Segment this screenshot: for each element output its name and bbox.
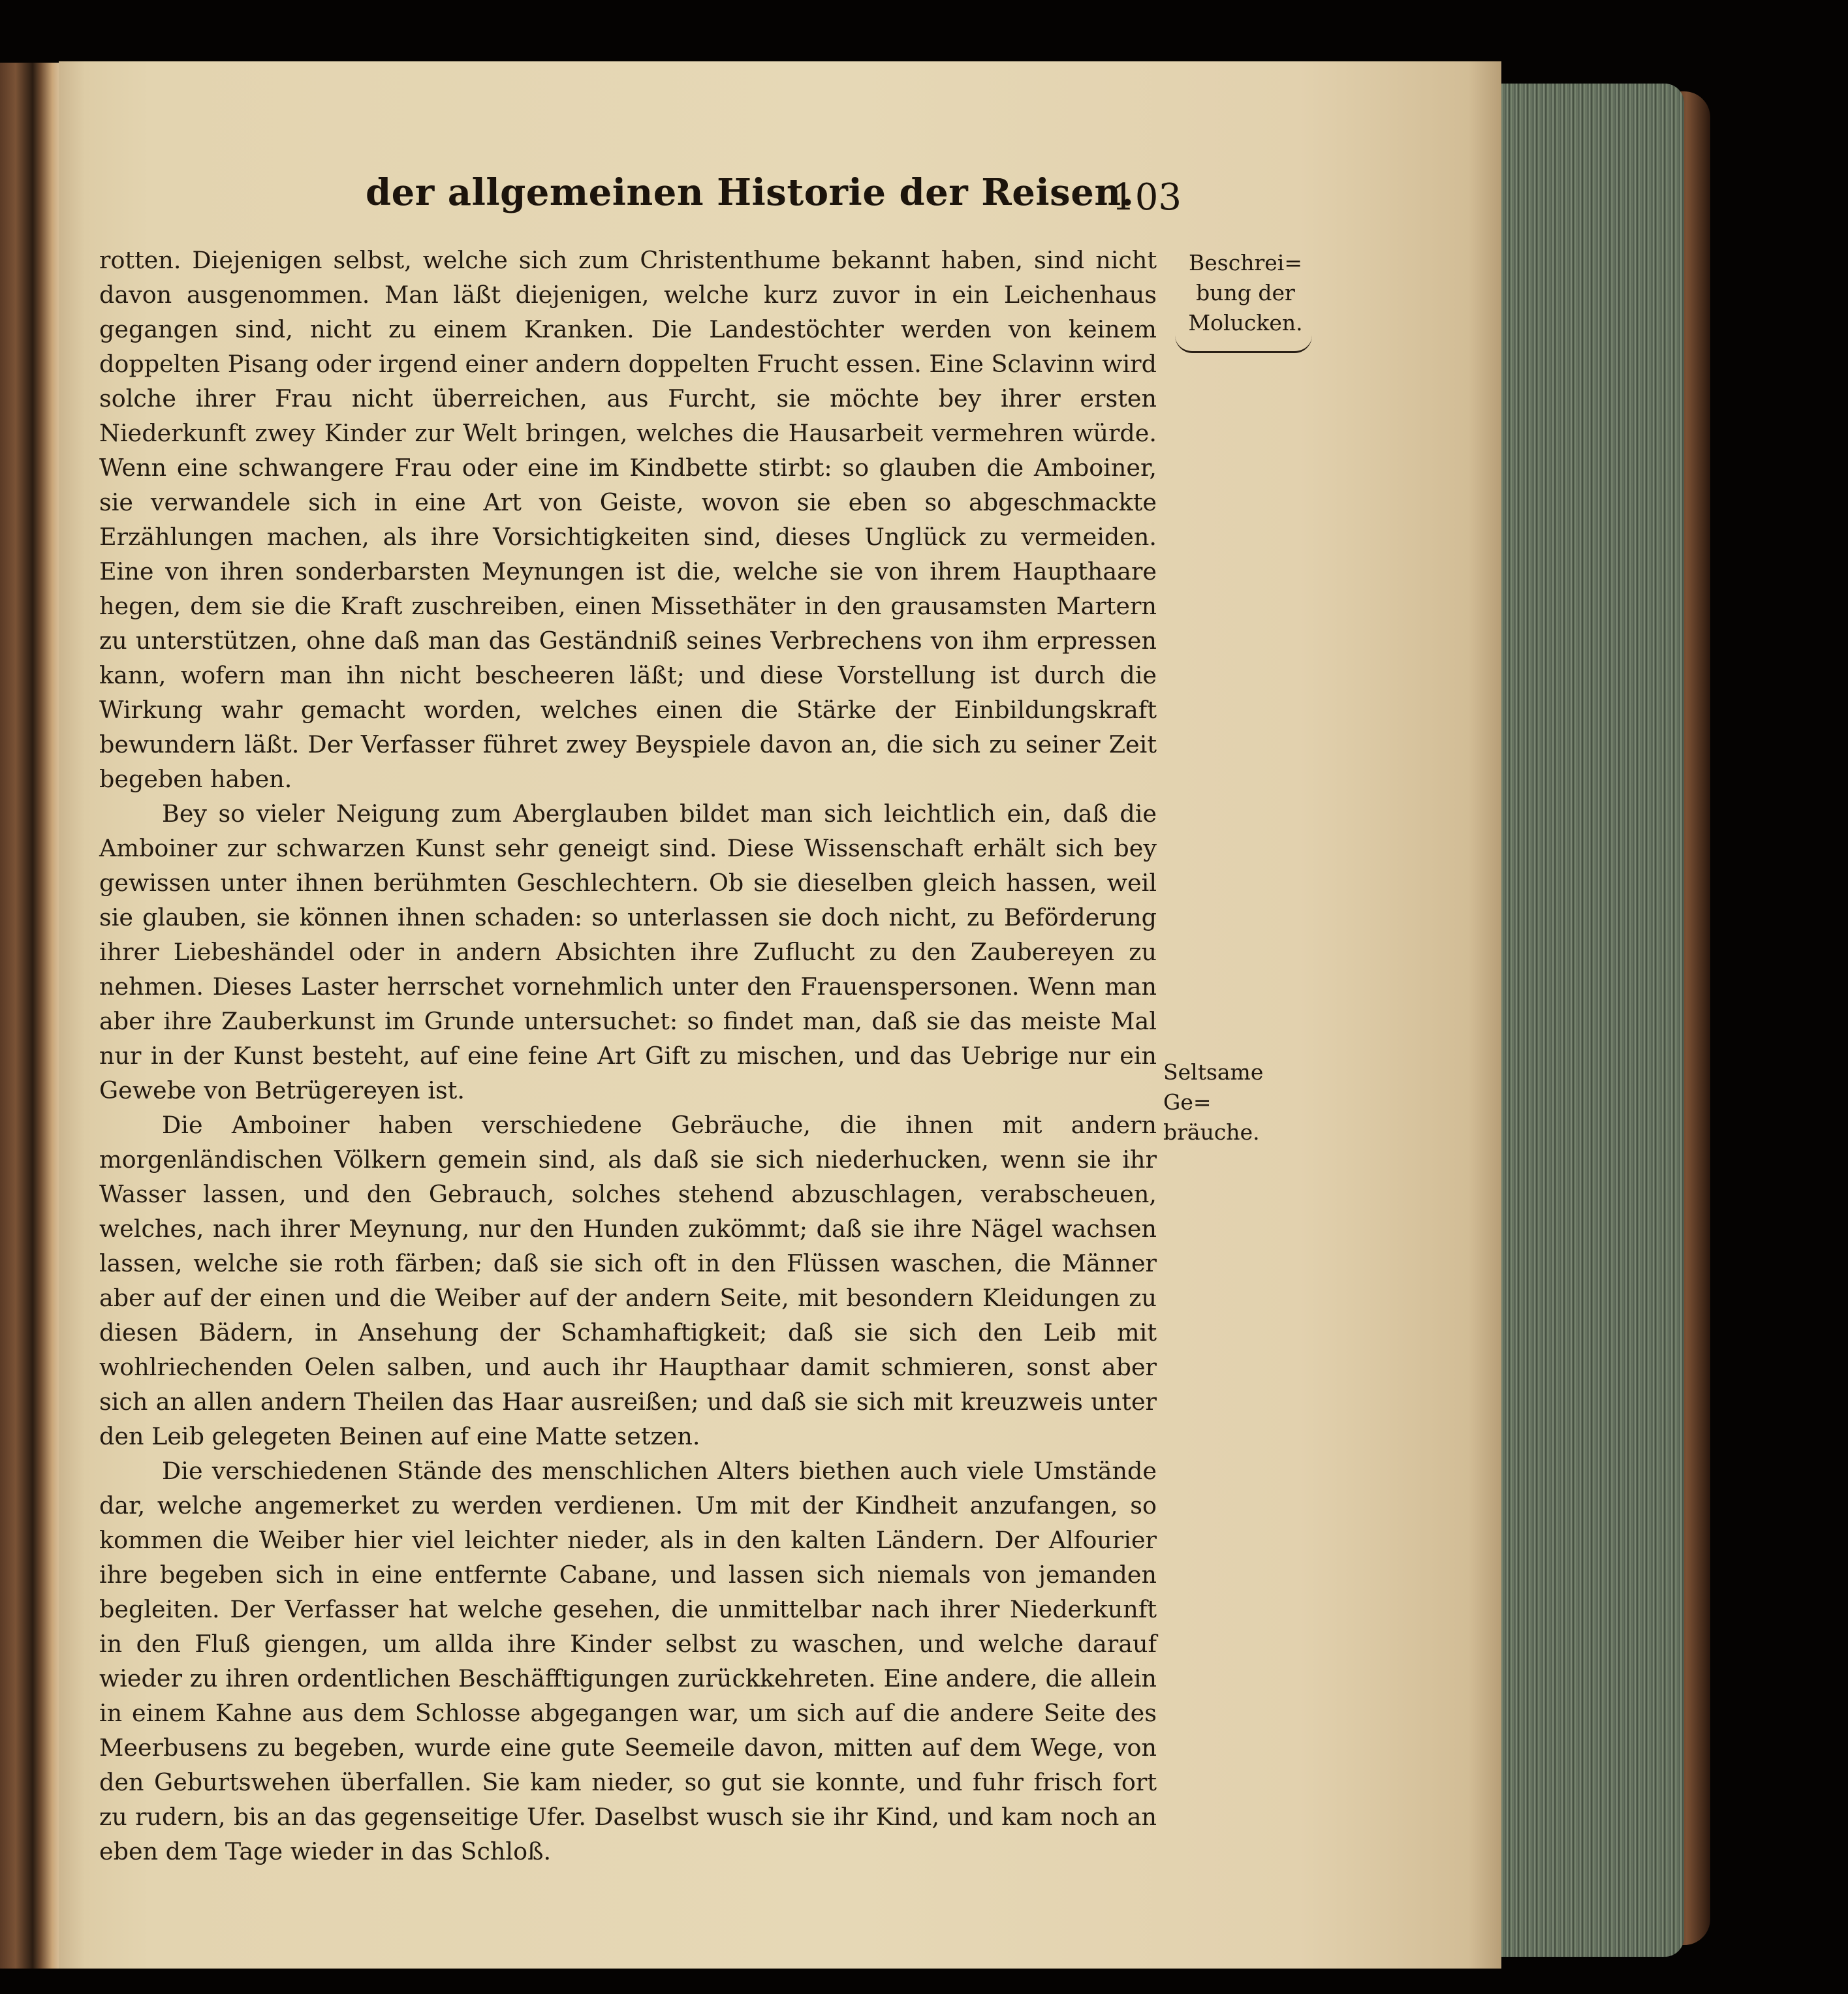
marginal-brace: [1175, 335, 1312, 353]
marginal-note-line: Seltsame Ge=: [1163, 1059, 1264, 1115]
marginal-note-line: bräuche.: [1163, 1119, 1260, 1145]
marginal-note-line: bung der: [1196, 280, 1295, 305]
facing-page-edge: [0, 63, 60, 1969]
running-head: der allgemeinen Historie der Reisen.: [366, 171, 1135, 214]
paragraph-childbirth: Die verschiedenen Stände des menschlichen Alters biethen auch viele Umstände dar, welche angemerket zu werden verdienen. Um mit der Kindheit anzufangen, so kommen die Weiber hier viel leichter nieder, als in den kalten Ländern. Der Alfourier ihre begeben sich in eine entfernte Cabane, und lassen sich niemals von jemanden begleiten. Der Verfasser hat welche gesehen, die unmittelbar nach ihrer Niederkunft in den Fluß giengen, um allda ihre Kinder selbst zu waschen, und welche darauf wieder zu ihren ordentlichen Beschäfftigungen zurückkehreten. Eine andere, die allein in einem Kahne aus dem Schlosse abgegangen war, um sich auf die andere Seite des Meerbusens zu begeben, wurde eine gute Seemeile davon, mitten auf dem Wege, von den Geburtswehen überfallen. Sie kam nieder, so gut sie konnte, und fuhr frisch fort zu rudern, bis an das gegenseitige Ufer. Daselbst wusch sie ihr Kind, und kam noch an eben dem Tage wieder in das Schloß.: [99, 1457, 1157, 1865]
marginal-note-line: Molucken.: [1188, 310, 1303, 335]
paragraph-superstitions: rotten. Diejenigen selbst, welche sich zum Christenthume bekannt haben, sind nicht davon ausgenommen. Man läßt diejenigen, welche kurz zuvor in ein Leichenhaus gegangen sind, nicht zu einem Kranken. Die Landestöchter werden von keinem doppelten Pisang oder irgend einer andern doppelten Frucht essen. Eine Sclavinn wird solche ihrer Frau nicht überreichen, aus Furcht, sie möchte bey ihrer ersten Niederkunft zwey Kinder zur Welt bringen, welches die Hausarbeit vermehren würde. Wenn eine schwangere Frau oder eine im Kindbette stirbt: so glauben die Amboiner, sie verwandele sich in eine Art von Geiste, wovon sie eben so abgeschmackte Erzählungen machen, als ihre Vorsichtigkeiten sind, dieses Unglück zu vermeiden. Eine von ihren sonderbarsten Meynungen ist die, welche sie von ihrem Haupthaare hegen, dem sie die Kraft zuschreiben, einen Missethäter in den grausamsten Martern zu unterstützen, ohne daß man das Geständniß seines Verbrechens von ihm erpressen kann, wofern man ihn nicht bescheeren läßt; und diese Vorstellung ist durch die Wirkung wahr gemacht worden, welches einen die Stärke der Einbildungskraft bewundern läßt. Der Verfasser führet zwey Beyspiele davon an, die sich zu seiner Zeit begeben haben.: [99, 246, 1157, 793]
page-number: 103: [1112, 176, 1182, 219]
paragraph-customs: Die Amboiner haben verschiedene Gebräuche, die ihnen mit andern morgenländischen Völkern gemein sind, als daß sie sich niederhucken, wenn sie ihr Wasser lassen, und den Gebrauch, solches stehend abzuschlagen, verabscheuen, welches, nach ihrer Meynung, nur den Hunden zukömmt; daß sie ihre Nägel wachsen lassen, welche sie roth färben; daß sie sich oft in den Flüssen waschen, die Männer aber auf der einen und die Weiber auf der andern Seite, mit besondern Kleidungen zu diesen Bädern, in Ansehung der Schamhaftigkeit; daß sie sich den Leib mit wohlriechenden Oelen salben, und auch ihr Haupthaar damit schmieren, sonst aber sich an allen andern Theilen das Haar ausreißen; und daß sie sich mit kreuzweis unter den Leib gelegeten Beinen auf eine Matte setzen.: [99, 1111, 1157, 1450]
page-block-edges: [1495, 84, 1684, 1957]
marginal-note-description: [1180, 248, 1311, 338]
marginal-note-customs: [1163, 1057, 1300, 1147]
marginal-note-line: Beschrei=: [1189, 250, 1302, 275]
paragraph-sorcery: Bey so vieler Neigung zum Aberglauben bildet man sich leichtlich ein, daß die Amboiner zur schwarzen Kunst sehr geneigt sind. Diese Wissenschaft erhält sich bey gewissen unter ihnen berühmten Geschlechtern. Ob sie dieselben gleich hassen, weil sie glauben, sie können ihnen schaden: so unterlassen sie doch nicht, zu Beförderung ihrer Liebeshändel oder in andern Absichten ihre Zuflucht zu den Zaubereyen zu nehmen. Dieses Laster herrschet vornehmlich unter den Frauenspersonen. Wenn man aber ihre Zauberkunst im Grunde untersuchet: so findet man, daß sie das meiste Mal nur in der Kunst besteht, auf eine feine Art Gift zu mischen, und das Uebrige nur ein Gewebe von Betrügereyen ist.: [99, 800, 1157, 1104]
body-text: [99, 243, 1157, 1869]
